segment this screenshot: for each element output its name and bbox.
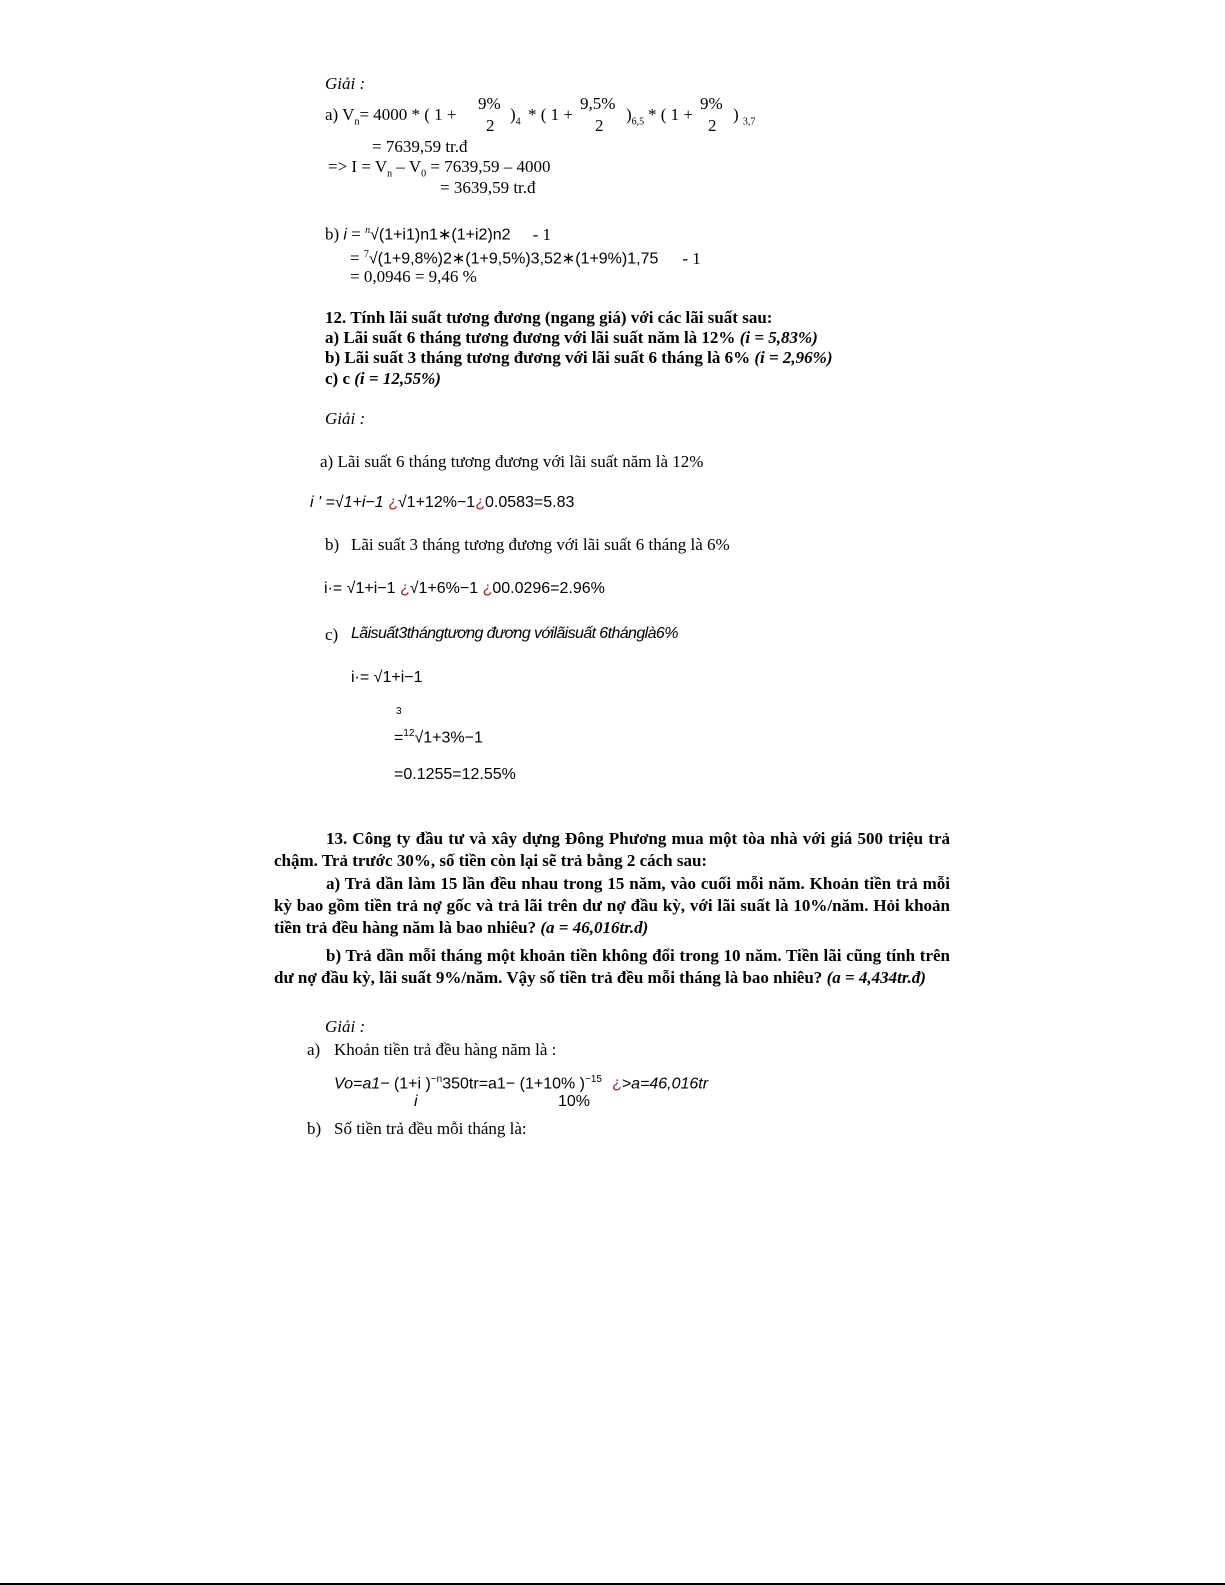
p11-b-line: b) i = $^n$√(1+i1)n1∗(1+i2)n2 - 1 [325,224,551,244]
p12-sol-c-title: Lãisuất3thángtương đương vớilãisuất 6thánglà6% [351,625,678,642]
p12-a: a) Lãi suất 6 tháng tương đương với lãi suất năm là 12% (i = 5,83%) [325,328,818,347]
fraction-1-close: )$_4$ [510,105,521,128]
p11-a-result: = 7639,59 tr.đ [372,137,468,156]
p13-sol-b-title: Số tiền trả đều mỗi tháng là: [334,1119,527,1138]
p12-sol-a-formula: i ' =√1+i−1 ¿√1+12%−1¿0.0583=5.83 [310,494,575,511]
giai-label-12: Giải : [325,409,366,428]
p13-title: 13. Công ty đầu tư và xây dựng Đông Phương mua một tòa nhà với giá 500 triệu trả chậm. Trả trước 30%, số tiền còn lại sẽ trả bằng 2 cách sau: [274,829,950,870]
p13-sol-a-title: Khoản tiền trả đều hàng năm là : [334,1040,557,1059]
p11-b-line-2: = $^7$√(1+9,8%)2∗(1+9,5%)3,52∗(1+9%)1,75 - 1 [350,248,701,268]
fraction-2-close: )$_{6,5}$ [626,105,645,128]
p12-c: c) c (i = 12,55%) [325,369,441,388]
fraction-3-num: 9% [700,94,723,113]
p12-sol-c-f3: =0.1255=12.55% [394,766,516,783]
p11-b-result: = 0,0946 = 9,46 % [350,267,477,286]
p12-sol-b-label: b) [325,535,340,554]
p12-title: 12. Tính lãi suất tương đương (ngang giá) với các lãi suất sau: [325,308,773,327]
fraction-3-close: ) $_{3,7}$ [733,105,756,128]
p13-sol-a-den1: i [414,1093,418,1110]
p12-sol-c-f1: i·= √1+i−1 [351,669,423,686]
p13-a: a) Trả dần làm 15 lần đều nhau trong 15 năm, vào cuối mỗi năm. Khoản tiền trả mỗi kỳ bao gồm tiền trả nợ gốc và trả lãi trên dư nợ đầu kỳ, với lãi suất là 10%/năm. Hỏi khoản tiền trả đều hàng năm là bao nhiêu? (a = 46,016tr.d) [274,874,950,937]
fraction-2-den: 2 [595,116,604,135]
p12-sol-c-f2: =$^{12}$√1+3%−1 [394,728,483,747]
giai-label-11: Giải : [325,74,366,93]
p12-sol-b-title: Lãi suất 3 tháng tương đương với lãi suất 6 tháng là 6% [351,535,730,554]
p13-b: b) Trả dần mỗi tháng một khoản tiền không đổi trong 10 năm. Tiền lãi cũng tính trên dư nợ đầu kỳ, lãi suất 9%/năm. Vậy số tiền trả đều mỗi tháng là bao nhiêu? (a = 4,434tr.đ) [274,946,950,987]
p13-sol-a-formula: Vo=a1− (1+i )$^{-n}$350tr=a1− (1+10% )$^{-15}$ ¿>a=46,016tr [334,1074,709,1093]
p11-i-line: => $I = V_n - V_0 = 7639,59 - 4000$ [328,157,551,180]
p12-sol-c-label: c) [325,625,339,644]
fraction-3-den: 2 [708,116,717,135]
p12-b: b) Lãi suất 3 tháng tương đương với lãi suất 6 tháng là 6% (i = 2,96%) [325,348,833,367]
p12-sol-c-f2-top: 3 [396,706,402,717]
p12-sol-a-title: a) Lãi suất 6 tháng tương đương với lãi suất năm là 12% [320,452,704,471]
p11-a-lhs: a) $V_n= 4000$ * ( 1 + [325,105,457,128]
giai-label-13: Giải : [325,1017,366,1036]
fraction-1-num: 9% [478,94,501,113]
p11-a-mid: * ( 1 + [528,105,573,124]
p12-sol-b-formula: i·= √1+i−1 ¿√1+6%−1 ¿00.0296=2.96% [324,580,605,597]
fraction-1-den: 2 [486,116,495,135]
fraction-2-num: 9,5% [580,94,616,113]
p13-sol-a-den2: 10% [558,1093,591,1110]
p13-sol-a-label: a) [307,1040,321,1059]
p11-a-mid2: * ( 1 + [648,105,693,124]
p13-sol-b-label: b) [307,1119,322,1138]
p11-i-result: = 3639,59 tr.đ [440,178,536,197]
